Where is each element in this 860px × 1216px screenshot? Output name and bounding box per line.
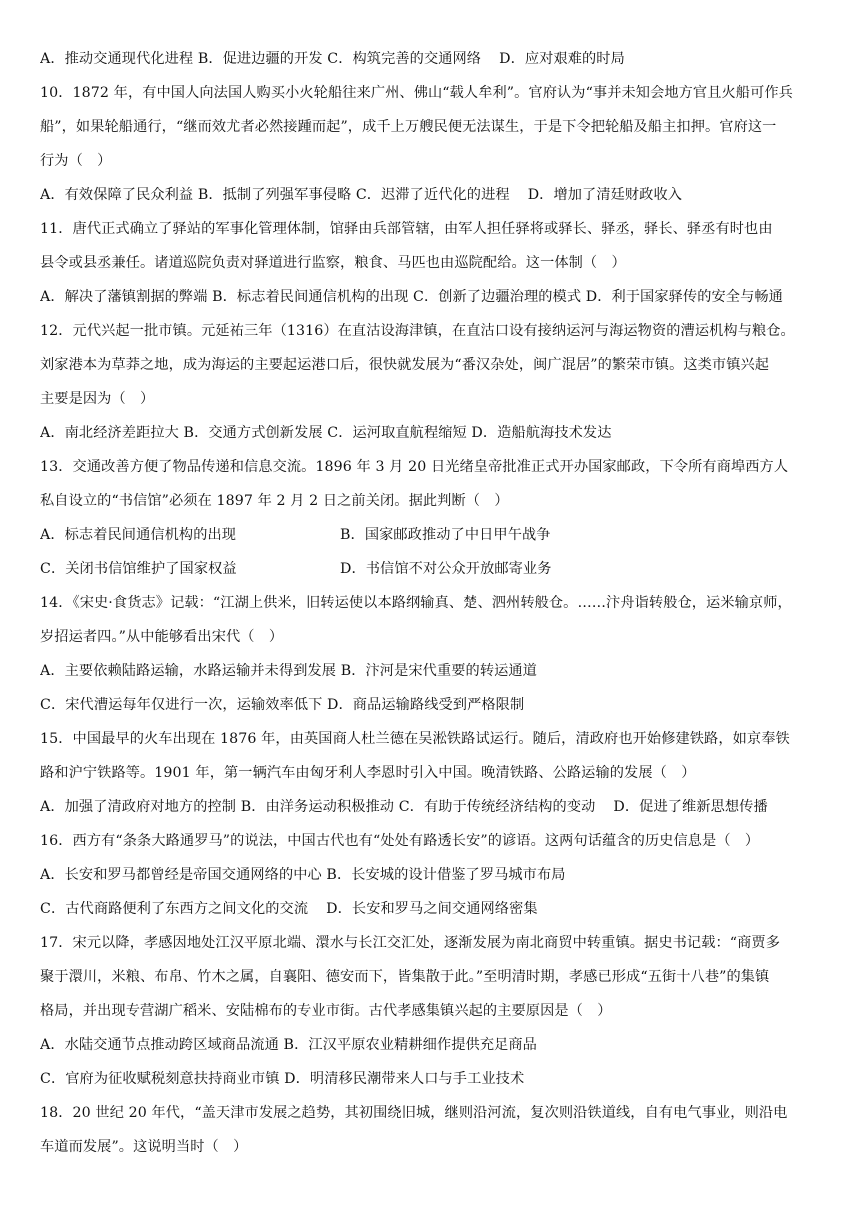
q15-option-abc: A．加强了清政府对地方的控制 B．由洋务运动积极推动 C．有助于传统经济结构的变动 <box>40 799 596 815</box>
q17-options-row-1: A．水陆交通节点推动跨区域商品流通 B．江汉平原农业精耕细作提供充足商品 <box>40 1037 537 1053</box>
q9-options <box>40 42 820 76</box>
q13-options-row-2 <box>40 552 820 586</box>
q10-line-1: 10．1872 年，有中国人向法国人购买小火轮船往来广州、佛山“载人牟利”。官府认为“事并未知会地方官且火船可作兵 <box>40 85 793 101</box>
q16-options-row-1: A．长安和罗马都曾经是帝国交通网络的中心 B．长安城的设计借鉴了罗马城市布局 <box>40 867 566 883</box>
q16-options-row-2 <box>40 892 820 926</box>
q18-line-1: 18．20 世纪 20 年代，“盖天津市发展之趋势，其初围绕旧城，继则沿河流，复次则沿铁道线，自有电气事业，则沿电 <box>40 1105 788 1121</box>
q13-option-b: B．国家邮政推动了中日甲午战争 <box>340 527 551 543</box>
q13-line-2: 私自设立的“书信馆”必须在 1897 年 2 月 2 日之前关闭。据此判断（ ） <box>40 493 509 509</box>
q17-line-1: 17．宋元以降，孝感因地处江汉平原北端、澴水与长江交汇处，逐渐发展为南北商贸中转重镇。据史书记载：“商贾多 <box>40 935 780 951</box>
q16-option-d: D．长安和罗马之间交通网络密集 <box>326 901 538 917</box>
q10-line-2: 船”，如果轮船通行，“继而效尤者必然接踵而起”，成千上万艘民便无法谋生，于是下令把轮船及船主扣押。官府这一 <box>40 119 777 135</box>
q13-option-c: C．关闭书信馆维护了国家权益 <box>40 561 237 577</box>
q10-line-3: 行为（ ） <box>40 153 112 169</box>
q14-line-2: 岁招运者四。”从中能够看出宋代（ ） <box>40 629 284 645</box>
q11-options: A．解决了藩镇割据的弊端 B．标志着民间通信机构的出现 C．创新了边疆治理的模式 D．利于国家驿传的安全与畅通 <box>40 289 783 305</box>
q10-option-abc: A．有效保障了民众利益 B．抵制了列强军事侵略 C．迟滞了近代化的进程 <box>40 187 510 203</box>
q18-line-2: 车道而发展”。这说明当时（ ） <box>40 1139 248 1155</box>
q15-options <box>40 790 820 824</box>
q11-line-2: 县令或县丞兼任。诸道巡院负责对驿道进行监察，粮食、马匹也由巡院配给。这一体制（ ） <box>40 255 626 271</box>
q13-option-d: D．书信馆不对公众开放邮寄业务 <box>340 561 552 577</box>
q14-line-1: 14．《宋史·食货志》记载：“江湖上供米，旧转运使以本路纲输真、楚、泗州转般仓。……汴舟诣转般仓，运米输京师， <box>40 595 792 611</box>
q15-option-d: D．促进了维新思想传播 <box>613 799 768 815</box>
q13-line-1: 13．交通改善方便了物品传递和信息交流。1896 年 3 月 20 日光绪皇帝批准正式开办国家邮政，下令所有商埠西方人 <box>40 459 789 475</box>
q15-line-1: 15．中国最早的火车出现在 1876 年，由英国商人杜兰德在吴淞铁路试运行。随后，清政府也开始修建铁路，如京奉铁 <box>40 731 790 747</box>
q9-option-d: D．应对艰难的时局 <box>499 51 625 67</box>
q10-options <box>40 178 820 212</box>
q14-options-row-2: C．宋代漕运每年仅进行一次，运输效率低下 D．商品运输路线受到严格限制 <box>40 697 525 713</box>
q11-line-1: 11．唐代正式确立了驿站的军事化管理体制，馆驿由兵部管辖，由军人担任驿将或驿长、驿丞，驿长、驿丞有时也由 <box>40 221 773 237</box>
q9-option-abc: A．推动交通现代化进程 B．促进边疆的开发 C．构筑完善的交通网络 <box>40 51 482 67</box>
q13-options-row-1 <box>40 518 820 552</box>
q12-line-3: 主要是因为（ ） <box>40 391 155 407</box>
q12-line-2: 刘家港本为草莽之地，成为海运的主要起运港口后，很快就发展为“番汉杂处，闽广混居”的繁荣市镇。这类市镇兴起 <box>40 357 770 373</box>
q16-line-1: 16．西方有“条条大路通罗马”的说法，中国古代也有“处处有路透长安”的谚语。这两句话蕴含的历史信息是（ ） <box>40 833 760 849</box>
q13-option-a: A．标志着民间通信机构的出现 <box>40 527 237 543</box>
q10-option-d: D．增加了清廷财政收入 <box>527 187 683 203</box>
q16-option-c: C．古代商路便利了东西方之间文化的交流 <box>40 901 309 917</box>
q12-options: A．南北经济差距拉大 B．交通方式创新发展 C．运河取直航程缩短 D．造船航海技术发达 <box>40 425 612 441</box>
q17-line-3: 格局，并出现专营湖广稻米、安陆棉布的专业市街。古代孝感集镇兴起的主要原因是（ ） <box>40 1003 612 1019</box>
q12-line-1: 12．元代兴起一批市镇。元延祐三年（1316）在直沽设海津镇，在直沽口设有接纳运河与海运物资的漕运机构与粮仓。 <box>40 323 795 339</box>
q17-options-row-2: C．官府为征收赋税刻意扶持商业市镇 D．明清移民潮带来人口与手工业技术 <box>40 1071 525 1087</box>
q17-line-2: 聚于澴川，米粮、布帛、竹木之属，自襄阳、德安而下，皆集散于此。”至明清时期，孝感已形成“五街十八巷”的集镇 <box>40 969 770 985</box>
q15-line-2: 路和沪宁铁路等。1901 年，第一辆汽车由匈牙利人李恩时引入中国。晚清铁路、公路运输的发展（ ） <box>40 765 696 781</box>
q14-options-row-1: A．主要依赖陆路运输，水路运输并未得到发展 B．汴河是宋代重要的转运通道 <box>40 663 537 679</box>
